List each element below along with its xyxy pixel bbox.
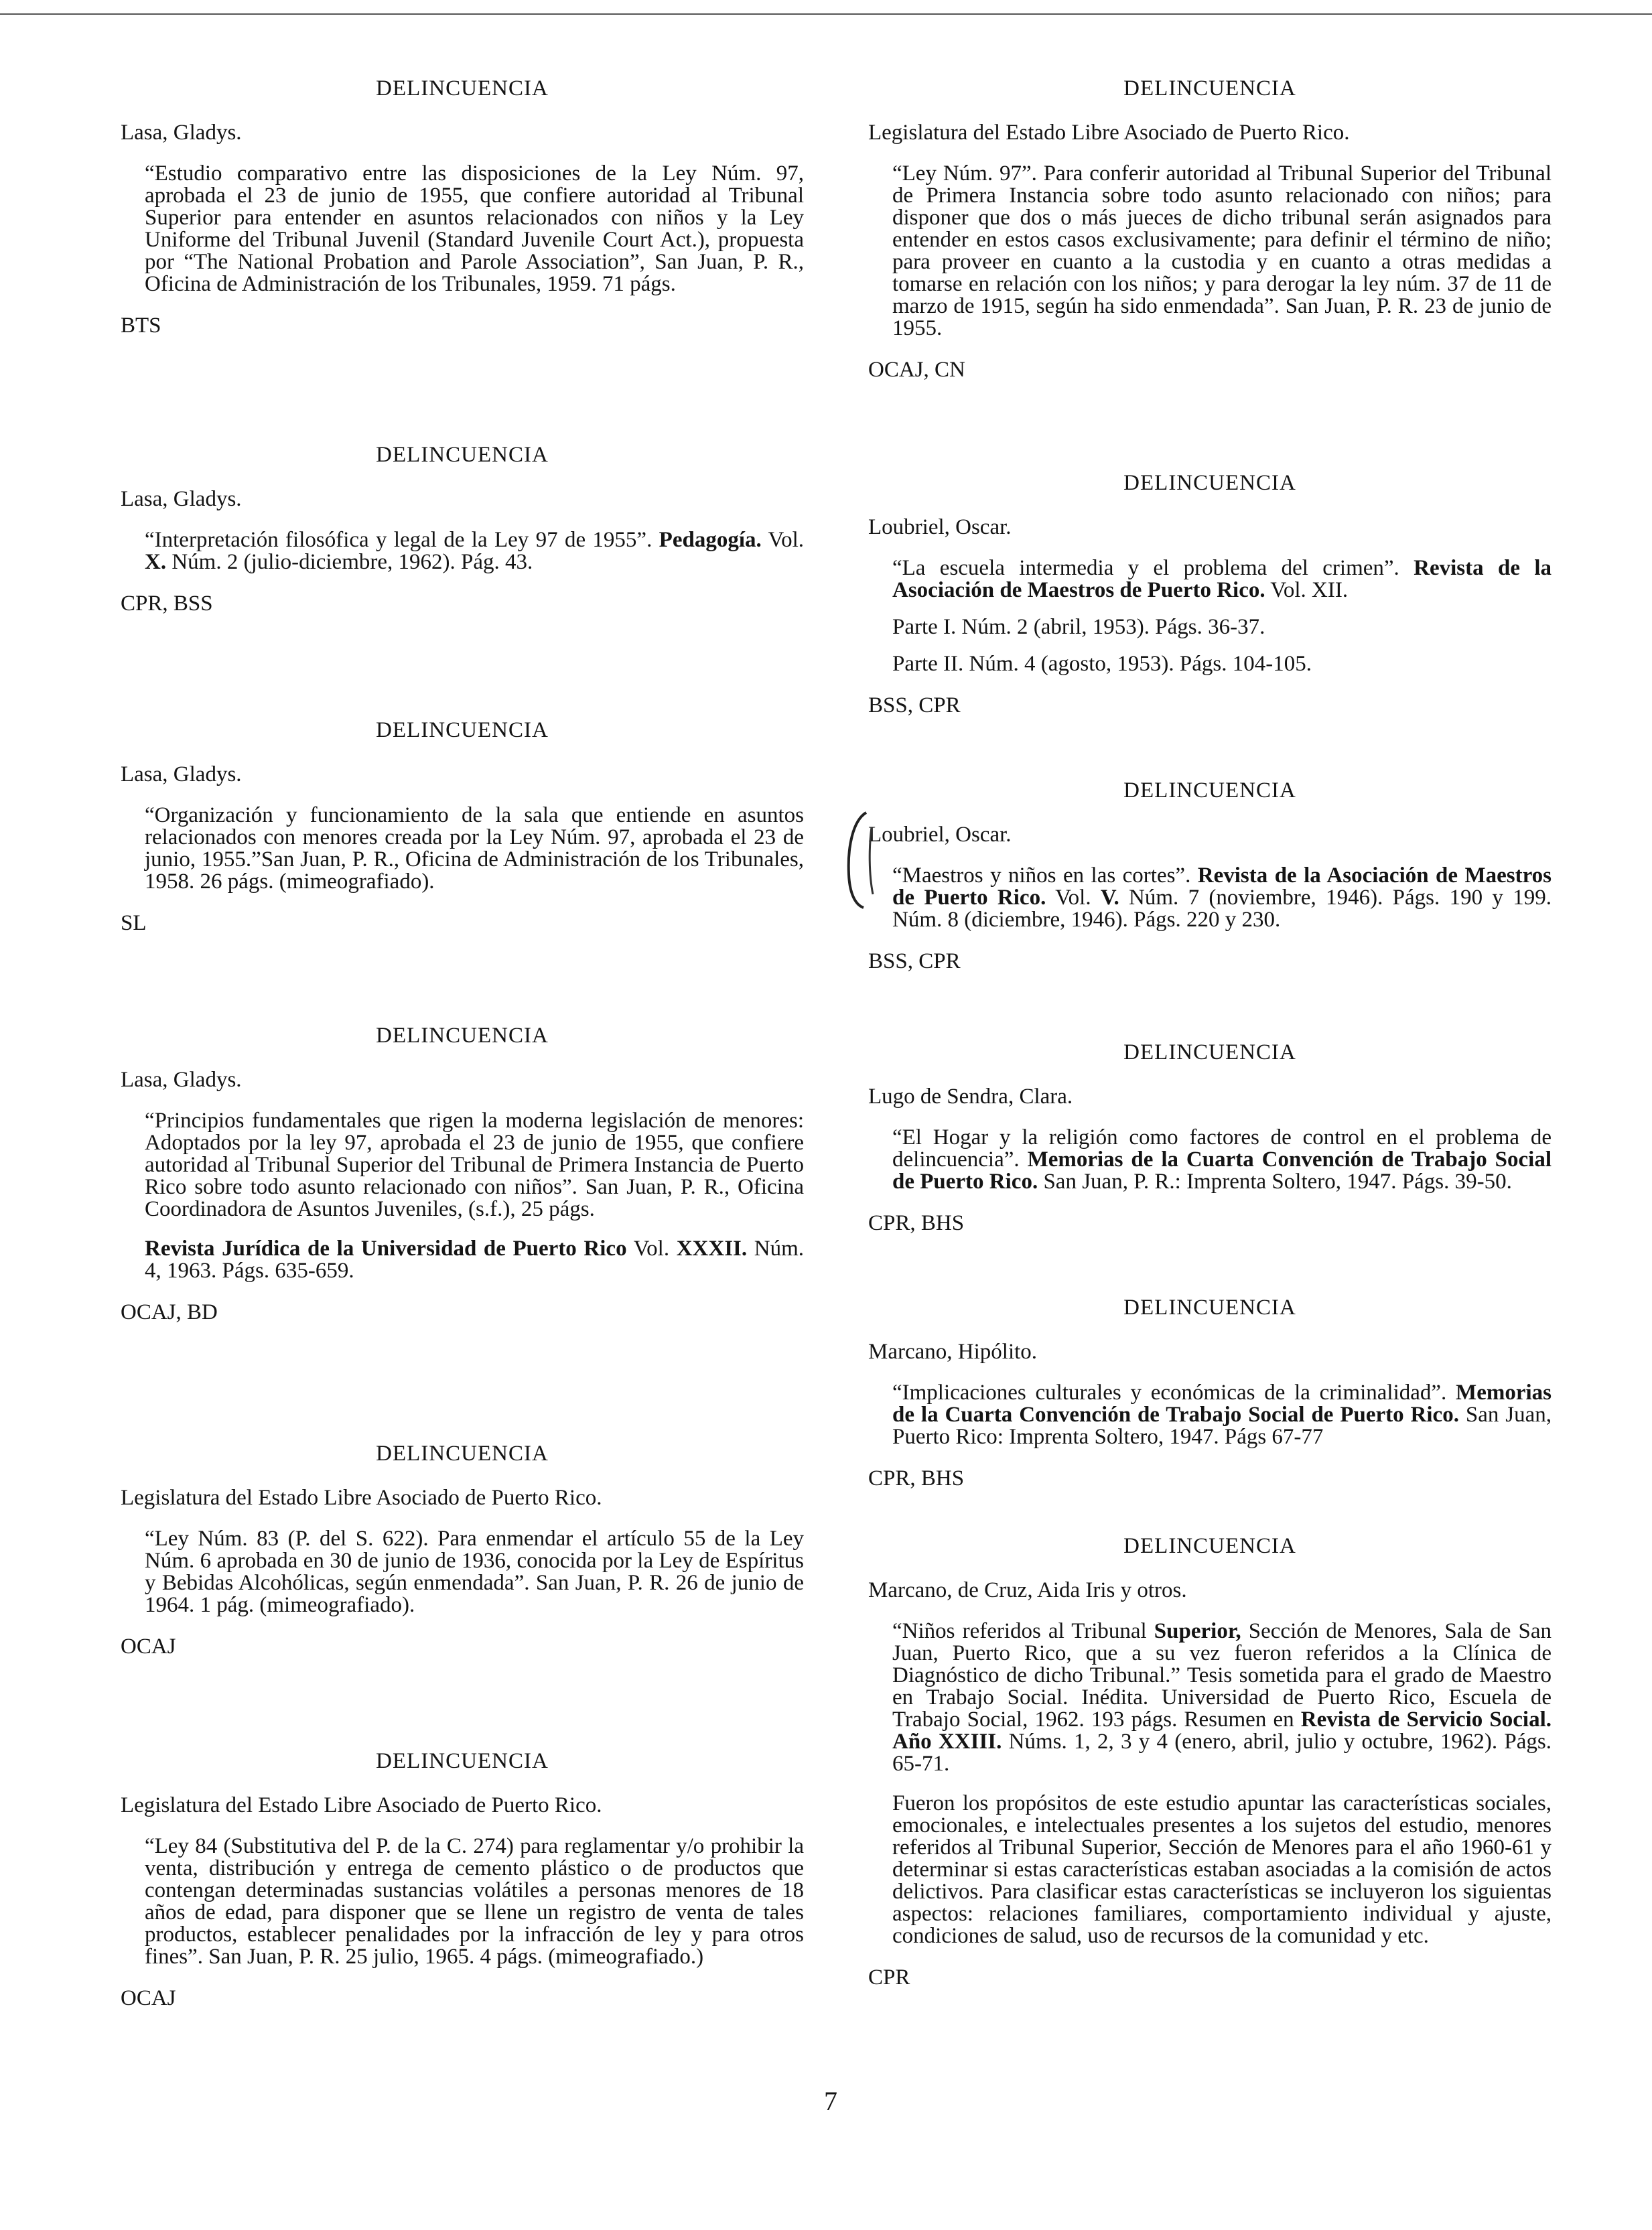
citation-bold-text: Pedagogía.	[659, 528, 762, 552]
citation-text: Vol.	[626, 1237, 677, 1261]
entry-note	[892, 653, 1552, 675]
entry-author: Lasa, Gladys.	[121, 121, 242, 145]
entry-citation	[892, 557, 1552, 602]
bibliography-entry	[121, 1748, 804, 2011]
citation-bold-text: X.	[145, 550, 167, 574]
citation-text: Vol.	[761, 528, 804, 552]
entry-citation	[892, 1620, 1552, 1775]
entry-citation	[145, 1528, 804, 1616]
bibliography-entry	[121, 1023, 804, 1325]
handwritten-bracket-mark	[839, 807, 886, 914]
subject-heading: DELINCUENCIA	[1123, 778, 1296, 803]
citation-text: “Ley 84 (Substitutiva del P. de la C. 274) para reglamentar y/o prohibir la venta, distribución y entrega de cemento plástico o de productos que contengan determinadas sustancias volátiles a personas menores de 18 años de edad, para disponer que se llene un registro de venta de tales productos, establecer penalidades por la infracción de ley y para otros fines”. San Juan, P. R. 25 julio, 1965. 4 págs. (mimeografiado.)	[145, 1834, 804, 1969]
citation-bold-text: Revista de la Asociación de Maestros de Puerto Rico.	[892, 863, 1552, 910]
citation-text: Fueron los propósitos de este estudio apuntar las características sociales, emocionales, e intelectuales presentes a los sujetos del estudio, menores referidos al Tribunal Superior, Sección de Menores para el año 1960-61 y determinar si estas características estaban asociadas a la comisión de actos delictivos. Para clasificar estas características se incluyeron los siguientas aspectos: relaciones familiares, comportamiento individual y ajuste, condiciones de salud, uso de recursos de la comunidad y etc.	[892, 1791, 1552, 1948]
bibliography-entry	[868, 1295, 1552, 1491]
citation-text: “Organización y funcionamiento de la sala que entiende en asuntos relacionados con menores creada por la Ley Núm. 97, aprobada el 23 de junio, 1955.”San Juan, P. R., Oficina de Administración de los Tribunales, 1958. 26 págs. (mimeografiado).	[145, 803, 804, 894]
entry-note	[892, 616, 1552, 638]
entry-citation	[892, 1127, 1552, 1193]
citation-text: Núm. 2 (julio-diciembre, 1962). Pág. 43.	[166, 550, 533, 574]
citation-text: “Interpretación filosófica y legal de la Ley 97 de 1955”.	[145, 528, 659, 552]
subject-heading: DELINCUENCIA	[1123, 76, 1296, 100]
citation-text: Parte I. Núm. 2 (abril, 1953). Págs. 36-37.	[892, 615, 1265, 639]
library-codes: BTS	[121, 313, 161, 338]
citation-text: “Niños referidos al Tribunal	[892, 1619, 1154, 1643]
entry-citation	[145, 1110, 804, 1221]
entry-citation	[145, 805, 804, 893]
citation-text: “El Hogar y la religión como factores de control en el problema de delincuencia”.	[892, 1125, 1552, 1172]
library-codes: CPR	[868, 1965, 910, 1990]
citation-text: “Implicaciones culturales y económicas de la criminalidad”.	[892, 1381, 1456, 1405]
citation-text: Núm. 4, 1963. Págs. 635-659.	[145, 1237, 805, 1283]
citation-bold-text: Memorias de la Cuarta Convención de Trabajo Social de Puerto Rico.	[892, 1381, 1552, 1427]
citation-bold-text: Memorias de la Cuarta Convención de Trabajo Social de Puerto Rico.	[892, 1147, 1552, 1194]
top-rule	[0, 13, 1652, 15]
citation-bold-text: Revista de la Asociación de Maestros de Puerto Rico.	[892, 556, 1552, 602]
bibliography-entry	[121, 76, 804, 338]
bibliography-entry	[868, 470, 1552, 718]
subject-heading: DELINCUENCIA	[376, 1024, 549, 1048]
subject-heading: DELINCUENCIA	[376, 76, 549, 100]
citation-bold-text: Revista Jurídica de la Universidad de Puerto Rico	[145, 1237, 627, 1261]
bibliography-entry	[868, 76, 1552, 382]
citation-text: “Maestros y niños en las cortes”.	[892, 863, 1198, 888]
entry-citation	[892, 865, 1552, 931]
entry-citation	[892, 1382, 1552, 1448]
library-codes: SL	[121, 911, 147, 935]
library-codes: OCAJ, CN	[868, 358, 965, 382]
subject-heading: DELINCUENCIA	[376, 1442, 549, 1466]
citation-bold-text: Superior,	[1154, 1619, 1241, 1643]
bibliography-entry	[868, 1533, 1552, 1990]
entry-author: Loubriel, Oscar.	[868, 823, 1012, 847]
library-codes: OCAJ, BD	[121, 1300, 218, 1324]
page-number: 7	[824, 2086, 837, 2116]
citation-text: “La escuela intermedia y el problema del crimen”.	[892, 556, 1414, 580]
entry-author: Legislatura del Estado Libre Asociado de Puerto Rico.	[121, 1793, 602, 1817]
subject-heading: DELINCUENCIA	[376, 718, 549, 742]
entry-author: Marcano, de Cruz, Aida Iris y otros.	[868, 1578, 1187, 1602]
entry-citation	[145, 163, 804, 295]
citation-text: Vol.	[1046, 886, 1101, 910]
citation-text: “Estudio comparativo entre las disposiciones de la Ley Núm. 97, aprobada el 23 de junio de 1955, que confiere autoridad al Tribunal Superior para entender en asuntos relacionados con niños y la Ley Uniforme del Tribunal Juvenil (Standard Juvenile Court Act.), propuesta por “The National Probation and Parole Association”, San Juan, P. R., Oficina de Administración de los Tribunales, 1959. 71 págs.	[145, 161, 804, 296]
subject-heading: DELINCUENCIA	[1123, 471, 1296, 495]
entry-note	[892, 1793, 1552, 1947]
subject-heading: DELINCUENCIA	[376, 1749, 549, 1773]
bibliography-entry	[868, 778, 1552, 974]
citation-text: Vol. XII.	[1265, 578, 1349, 602]
entry-author: Lasa, Gladys.	[121, 1068, 242, 1092]
citation-text: San Juan, Puerto Rico: Imprenta Soltero, 1947. Págs 67-77	[892, 1403, 1552, 1449]
library-codes: CPR, BHS	[868, 1211, 965, 1235]
subject-heading: DELINCUENCIA	[1123, 1040, 1296, 1064]
citation-text: Sección de Menores, Sala de San Juan, Puerto Rico, que a su vez fueron referidos a la Clínica de Diagnóstico de dicho Tribunal.” Tesis sometida para el grado de Maestro en Trabajo Social. Inédita. Universidad de Puerto Rico, Escuela de Trabajo Social, 1962. 193 págs. Resumen en	[892, 1619, 1552, 1732]
bibliography-entry	[868, 1040, 1552, 1236]
subject-heading: DELINCUENCIA	[1123, 1534, 1296, 1558]
subject-heading: DELINCUENCIA	[1123, 1296, 1296, 1320]
citation-text: “Ley Núm. 83 (P. del S. 622). Para enmendar el artículo 55 de la Ley Núm. 6 aprobada en 30 de junio de 1936, conocida por la Ley de Espíritus y Bebidas Alcohólicas, según enmendada”. San Juan, P. R. 26 de junio de 1964. 1 pág. (mimeografiado).	[145, 1527, 804, 1617]
subject-heading: DELINCUENCIA	[376, 443, 549, 467]
entry-author: Marcano, Hipólito.	[868, 1340, 1038, 1364]
citation-bold-text: XXXII.	[676, 1237, 748, 1261]
citation-text: “Ley Núm. 97”. Para conferir autoridad al Tribunal Superior del Tribunal de Primera Instancia sobre todo asunto relacionado con niños; para disponer que dos o más jueces de dicho tribunal serán asignados para entender en estos casos exclusivamente; para definir el término de niño; para proveer en cuanto a la custodia y en cuanto a otras medidas a tomarse en relación con los niños; y para derogar la ley núm. 37 de 11 de marzo de 1915, según ha sido enmendada”. San Juan, P. R. 23 de junio de 1955.	[892, 161, 1552, 340]
bibliography-entry	[121, 1441, 804, 1659]
citation-text: Núms. 1, 2, 3 y 4 (enero, abril, julio y octubre, 1962). Págs. 65-71.	[892, 1730, 1552, 1776]
library-codes: BSS, CPR	[868, 693, 961, 717]
entry-author: Loubriel, Oscar.	[868, 515, 1012, 539]
entry-author: Lasa, Gladys.	[121, 487, 242, 511]
entry-author: Legislatura del Estado Libre Asociado de Puerto Rico.	[868, 121, 1350, 145]
entry-note	[145, 1238, 804, 1282]
citation-text: Núm. 7 (noviembre, 1946). Págs. 190 y 199. Núm. 8 (diciembre, 1946). Págs. 220 y 230.	[892, 886, 1552, 932]
citation-bold-text: Revista de Servicio Social. Año XXIII.	[892, 1708, 1552, 1754]
entry-author: Lasa, Gladys.	[121, 762, 242, 786]
entry-author: Legislatura del Estado Libre Asociado de Puerto Rico.	[121, 1486, 602, 1510]
entry-author: Lugo de Sendra, Clara.	[868, 1085, 1073, 1109]
entry-citation	[145, 529, 804, 573]
citation-bold-text: V.	[1100, 886, 1119, 910]
library-codes: CPR, BSS	[121, 591, 213, 616]
entry-citation	[892, 163, 1552, 340]
library-codes: BSS, CPR	[868, 949, 961, 973]
library-codes: CPR, BHS	[868, 1466, 965, 1490]
citation-text: Parte II. Núm. 4 (agosto, 1953). Págs. 104-105.	[892, 652, 1312, 676]
entry-citation	[145, 1835, 804, 1968]
library-codes: OCAJ	[121, 1986, 176, 2010]
bibliography-entry	[121, 442, 804, 616]
library-codes: OCAJ	[121, 1634, 176, 1659]
bibliography-entry	[121, 717, 804, 936]
citation-text: “Principios fundamentales que rigen la moderna legislación de menores: Adoptados por la ley 97, aprobada el 23 de junio de 1955, que confiere autoridad al Tribunal Superior del Tribunal de Primera Instancia de Puerto Rico sobre todo asunto relacionado con niños”. San Juan, P. R., Oficina Coordinadora de Asuntos Juveniles, (s.f.), 25 págs.	[145, 1109, 804, 1221]
citation-text: San Juan, P. R.: Imprenta Soltero, 1947. Págs. 39-50.	[1038, 1170, 1512, 1194]
